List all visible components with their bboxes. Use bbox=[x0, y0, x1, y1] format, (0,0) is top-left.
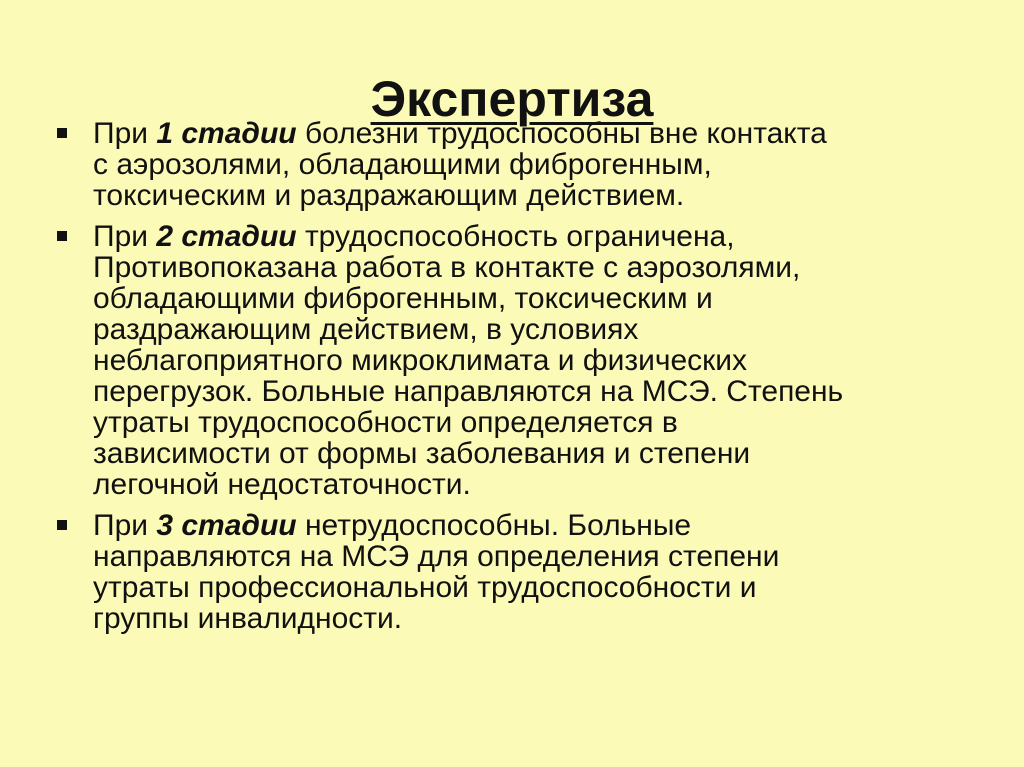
bullet-line bbox=[93, 510, 955, 541]
stage-label: 1 стадии bbox=[156, 117, 297, 150]
bullet-text: болезни трудоспособны вне контакта bbox=[296, 117, 827, 150]
bullet-line: Противопоказана работа в контакте с аэрозолями, bbox=[93, 251, 801, 284]
bullet-stage-2 bbox=[55, 221, 955, 500]
bullet-line: направляются на МСЭ для определения степени bbox=[93, 540, 780, 573]
bullet-line: перегрузок. Больные направляются на МСЭ. Степень bbox=[93, 375, 844, 408]
bullet-prefix: При bbox=[93, 509, 157, 542]
bullet-prefix: При bbox=[93, 117, 157, 150]
stage-label: 2 стадии bbox=[156, 220, 297, 253]
bullet-stage-1 bbox=[55, 118, 955, 211]
bullet-text: трудоспособность ограничена, bbox=[296, 220, 735, 253]
square-bullet-icon bbox=[57, 128, 67, 138]
bullet-line: токсическим и раздражающим действием. bbox=[93, 179, 685, 212]
bullet-line: с аэрозолями, обладающими фиброгенным, bbox=[93, 148, 712, 181]
stage-label: 3 стадии bbox=[156, 509, 297, 542]
bullet-line: раздражающим действием, в условиях bbox=[93, 313, 639, 346]
bullet-line bbox=[93, 118, 955, 149]
square-bullet-icon bbox=[57, 231, 67, 241]
square-bullet-icon bbox=[57, 520, 67, 530]
bullet-line: утраты профессиональной трудоспособности и bbox=[93, 571, 757, 604]
bullet-prefix: При bbox=[93, 220, 157, 253]
slide-title: Экспертиза bbox=[370, 70, 654, 127]
bullet-stage-3 bbox=[55, 510, 955, 634]
bullet-text: нетрудоспособны. Больные bbox=[296, 509, 692, 542]
bullet-line: утраты трудоспособности определяется в bbox=[93, 406, 678, 439]
bullet-line: группы инвалидности. bbox=[93, 602, 403, 635]
bullet-list bbox=[55, 118, 955, 644]
bullet-line: неблагоприятного микроклимата и физических bbox=[93, 344, 748, 377]
bullet-line bbox=[93, 221, 955, 252]
bullet-line: зависимости от формы заболевания и степени bbox=[93, 437, 751, 470]
bullet-line: обладающими фиброгенным, токсическим и bbox=[93, 282, 713, 315]
bullet-line: легочной недостаточности. bbox=[93, 468, 471, 501]
